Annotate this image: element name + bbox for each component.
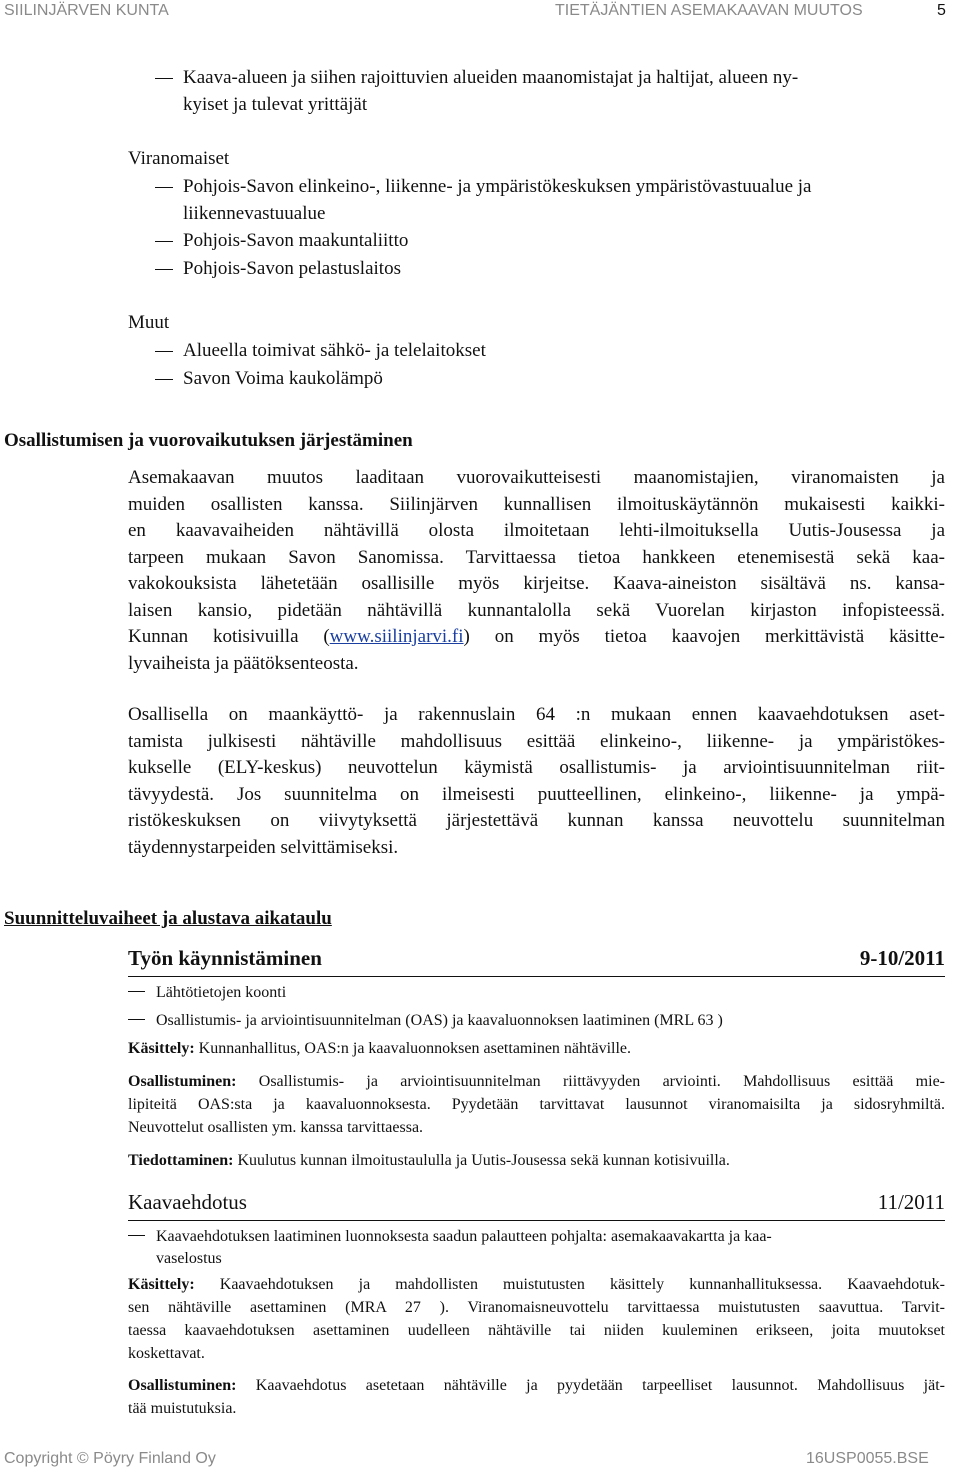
municipality-website-link[interactable]: www.siilinjarvi.fi <box>329 626 464 647</box>
osallistuminen-text: Osallistumis- ja arviointisuunnitelman riittävyyden arviointi. Mahdollisuus esittää mie- <box>236 1073 945 1090</box>
phase-title: Työn käynnistäminen <box>128 946 322 970</box>
paragraph-line: lipiteitä OAS:sta ja kaavaluonnoksesta. Pyydetään tarvittavat lausunnot viranomaisilta ja sidosryhmiltä. <box>128 1096 945 1113</box>
osallistuminen-paragraph <box>128 465 945 677</box>
paragraph-line: kukselle (ELY-keskus) neuvottelun käymistä osallistumis- ja arviointisuunnitelman riit- <box>128 757 945 778</box>
osallistuminen-block <box>128 1374 945 1420</box>
bullet-text: liikennevastuualue <box>183 203 326 224</box>
phase-date: 9-10/2011 <box>859 946 945 970</box>
footer-copyright: Copyright © Pöyry Finland Oy <box>4 1450 216 1467</box>
bullet-text: Osallistumis- ja arviointisuunnitelman (OAS) ja kaavaluonnoksen laatiminen (MRL 63 ) <box>156 1012 723 1029</box>
bullet-text: Pohjois-Savon pelastuslaitos <box>183 258 401 279</box>
phase-header <box>128 946 945 976</box>
bullet-text: Kaava-alueen ja siihen rajoittuvien alueiden maanomistajat ja haltijat, alueen ny- <box>183 67 799 88</box>
dash-bullet <box>155 78 173 79</box>
section-heading: Osallistumisen ja vuorovaikutuksen järjestäminen <box>4 430 413 451</box>
paragraph-line: lyvaiheista ja päätöksenteosta. <box>128 652 359 674</box>
kasittely-block <box>128 1273 945 1365</box>
dash-bullet <box>128 1019 145 1020</box>
paragraph-line <box>128 1070 945 1093</box>
dash-bullet <box>128 1235 145 1236</box>
paragraph-line: tää muistutuksia. <box>128 1400 237 1417</box>
tiedottaminen-label: Tiedottaminen: <box>128 1152 234 1169</box>
page-number: 5 <box>937 2 946 19</box>
paragraph-line <box>128 1273 945 1296</box>
paragraph-line: koskettavat. <box>128 1345 205 1362</box>
osallistuminen-label: Osallistuminen: <box>128 1073 237 1090</box>
paragraph-line: Neuvottelut osallisten ym. kanssa tarvittaessa. <box>128 1119 424 1136</box>
phase-header <box>128 1190 945 1220</box>
paragraph-line: tamista julkisesti nähtäville mahdollisuus esittää elinkeino-, liikenne- ja ympäristökes- <box>128 730 945 752</box>
bullet-text: Alueella toimivat sähkö- ja telelaitokset <box>183 340 486 361</box>
bullet-text: vaselostus <box>156 1250 222 1267</box>
bullet-text: kyiset ja tulevat yrittäjät <box>183 94 368 115</box>
bullet-text: Savon Voima kaukolämpö <box>183 368 383 389</box>
osallistuminen-label: Osallistuminen: <box>128 1377 237 1394</box>
section-heading: Suunnitteluvaiheet ja alustava aikataulu <box>4 908 332 929</box>
osallistuminen-paragraph-2 <box>128 702 945 861</box>
paragraph-line: taessa kaavaehdotuksen asettaminen uudelleen nähtäville tai niiden kuuleminen erikseen, joita muutokset <box>128 1322 945 1339</box>
footer-document-code: 16USP0055.BSE <box>806 1450 929 1467</box>
paragraph-line: vakokouksista lähetetään osallisille myös kirjeitse. Kaava-aineiston sisältävä ns. kansa- <box>128 573 945 594</box>
dash-bullet <box>155 351 173 352</box>
link-prefix: Kunnan kotisivuilla ( <box>128 626 330 647</box>
viranomaiset-heading: Viranomaiset <box>128 148 230 169</box>
paragraph-line: tävyydestä. Jos suunnitelma on ilmeisesti puutteellinen, elinkeino-, liikenne- ja ympä- <box>128 783 945 805</box>
page-header <box>0 0 960 24</box>
paragraph-line <box>128 624 945 651</box>
bullet-text: Kaavaehdotuksen laatiminen luonnoksesta saadun palautteen pohjalta: asemakaavakartta ja kaa- <box>156 1228 772 1245</box>
kasittely-text: Kunnanhallitus, OAS:n ja kaavaluonnoksen asettaminen nähtäville. <box>194 1040 631 1057</box>
tiedottaminen-line <box>128 1149 730 1172</box>
paragraph-line: täydennystarpeiden selvittämiseksi. <box>128 836 399 858</box>
kasittely-text: Kaavaehdotuksen ja mahdollisten muistutusten käsittely kunnanhallituksessa. Kaavaehdotuk- <box>194 1276 945 1293</box>
phase-divider <box>128 976 945 977</box>
bullet-text: Pohjois-Savon maakuntaliitto <box>183 230 409 251</box>
bullet-text: Lähtötietojen koonti <box>156 984 287 1001</box>
kasittely-label: Käsittely: <box>128 1276 195 1293</box>
bullet-text: Pohjois-Savon elinkeino-, liikenne- ja ympäristökeskuksen ympäristövastuualue ja <box>183 176 812 197</box>
paragraph-line: Osallisella on maankäyttö- ja rakennuslain 64 :n mukaan ennen kaavaehdotuksen aset- <box>128 704 945 725</box>
dash-bullet <box>128 991 145 992</box>
tiedottaminen-text: Kuulutus kunnan ilmoitustaululla ja Uutis-Jousessa sekä kunnan kotisivuilla. <box>233 1152 730 1169</box>
header-document-title: TIETÄJÄNTIEN ASEMAKAAVAN MUUTOS <box>555 2 863 19</box>
paragraph-line: en kaavavaiheiden nähtävillä olosta ilmoitetaan lehti-ilmoituksella Uutis-Jousessa ja <box>128 520 945 541</box>
link-suffix: ) on myös tietoa kaavojen merkittävistä käsitte- <box>463 626 945 647</box>
dash-bullet <box>155 379 173 380</box>
paragraph-line: sen nähtäville asettaminen (MRA 27 ). Viranomaisneuvottelu tarvittaessa muistutusten saavuttua. Tarvit- <box>128 1299 945 1316</box>
paragraph-line: ristökeskuksen on viivytyksettä järjestettävä kunnan kanssa neuvottelu suunnitelman <box>128 810 945 831</box>
paragraph-line: laisen kansio, pidetään nähtävillä kunnantalolla sekä Vuorelan kirjaston infopisteessä. <box>128 599 945 621</box>
phase-divider <box>128 1220 945 1221</box>
header-organization: SIILINJÄRVEN KUNTA <box>4 2 169 19</box>
kasittely-line <box>128 1037 631 1060</box>
paragraph-line: Asemakaavan muutos laaditaan vuorovaikutteisesti maanomistajien, viranomaisten ja <box>128 467 945 488</box>
phase-date: 11/2011 <box>877 1190 945 1214</box>
osallistuminen-block <box>128 1070 945 1139</box>
kasittely-label: Käsittely: <box>128 1040 195 1057</box>
dash-bullet <box>155 187 173 188</box>
osallistuminen-text: Kaavaehdotus asetetaan nähtäville ja pyydetään tarpeelliset lausunnot. Mahdollisuus jät- <box>236 1377 945 1394</box>
dash-bullet <box>155 269 173 270</box>
phase-title: Kaavaehdotus <box>128 1190 247 1214</box>
paragraph-line: tarpeen mukaan Savon Sanomissa. Tarvittaessa tietoa hankkeen etenemisestä sekä kaa- <box>128 546 945 568</box>
muut-heading: Muut <box>128 312 170 333</box>
paragraph-line: muiden osallisten kanssa. Siilinjärven kunnallisen ilmoituskäytännön mukaisesti kaikki- <box>128 493 945 515</box>
paragraph-line <box>128 1374 945 1397</box>
dash-bullet <box>155 241 173 242</box>
